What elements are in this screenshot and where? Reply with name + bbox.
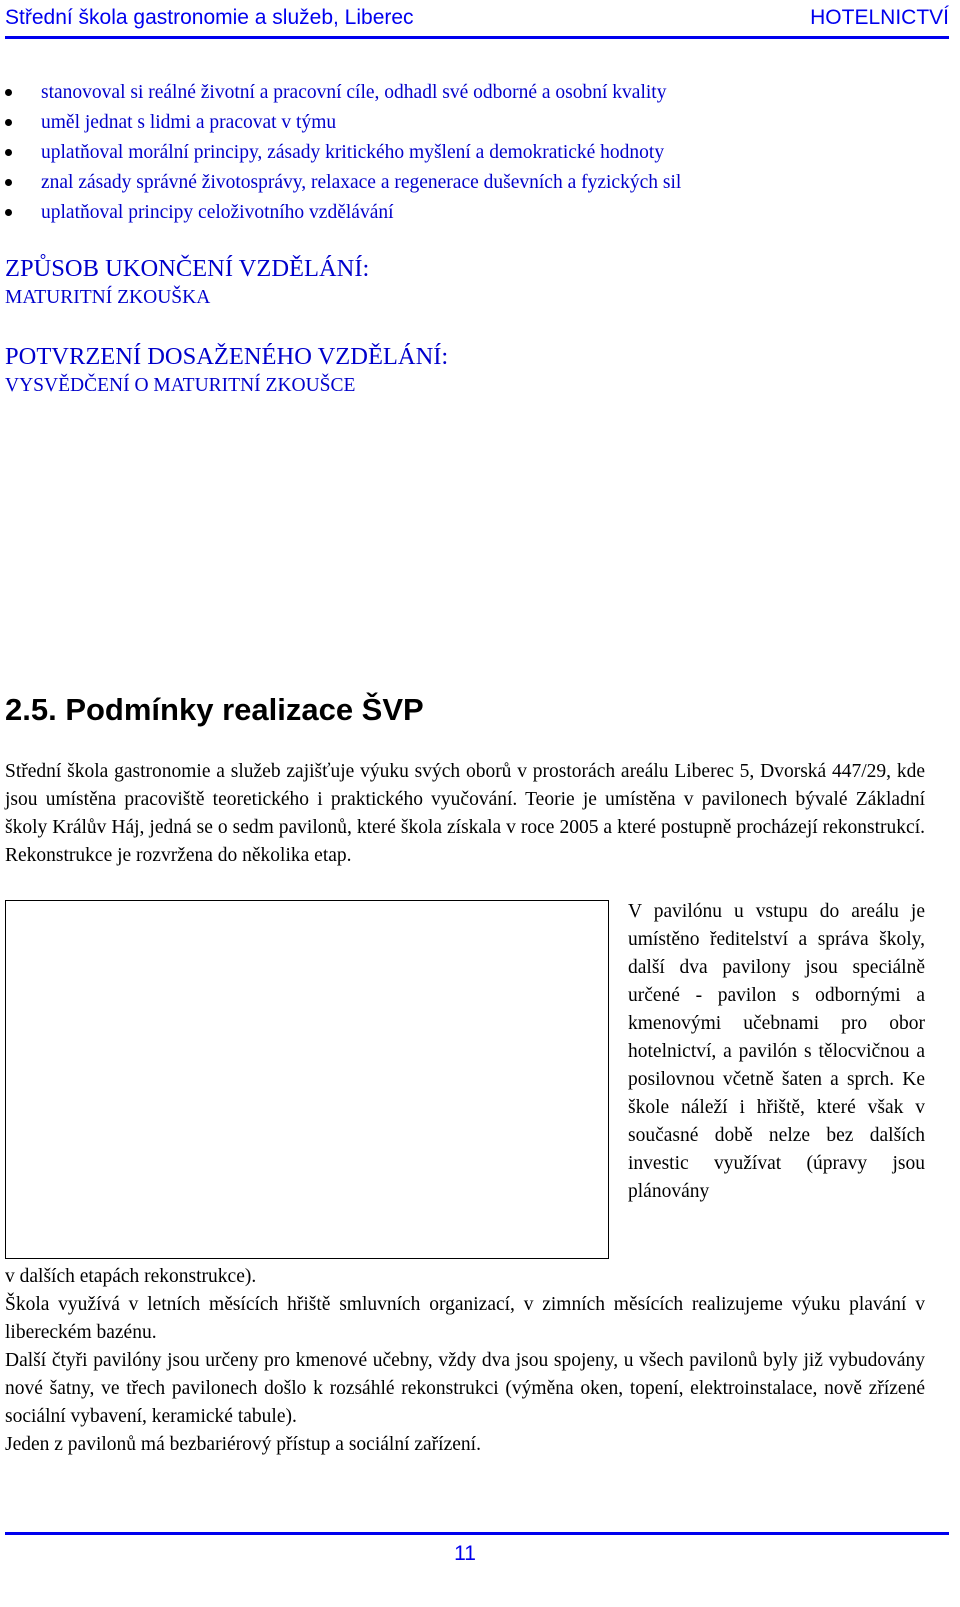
header-rule [5, 36, 949, 39]
certificate-value: VYSVĚDČENÍ O MATURITNÍ ZKOUŠCE [5, 375, 356, 396]
completion-heading: ZPŮSOB UKONČENÍ VZDĚLÁNÍ: [5, 255, 370, 282]
header-school-name: Střední škola gastronomie a služeb, Liberec [5, 6, 414, 29]
list-item [5, 108, 681, 138]
list-item-text: uměl jednat s lidmi a pracovat v týmu [41, 112, 337, 133]
list-item [5, 168, 681, 198]
bullet-icon [5, 209, 12, 216]
list-item-text: uplatňoval principy celoživotního vzdělávání [41, 202, 394, 223]
bullet-icon [5, 119, 12, 126]
image-placeholder [5, 900, 609, 1259]
footer-rule [5, 1532, 949, 1535]
sports-paragraph: Škola využívá v letních měsících hřiště smluvních organizací, v zimních měsících realizujeme výuku plavání v libereckém bazénu. [5, 1294, 925, 1343]
bullet-icon [5, 179, 12, 186]
list-item [5, 138, 681, 168]
classrooms-paragraph: Další čtyři pavilóny jsou určeny pro kmenové učebny, vždy dva jsou spojeny, u všech pavilonů byly již vybudovány nové šatny, ve třech pavilonech došlo k rozsáhlé rekonstrukci (výměna oken, topení, elektroinstalace, nově zřízené sociální vybavení, keramické tabule). [5, 1350, 925, 1427]
competence-list [5, 78, 681, 228]
barrier-free-paragraph: Jeden z pavilonů má bezbariérový přístup a sociální zařízení. [5, 1434, 481, 1455]
certificate-heading: POTVRZENÍ DOSAŽENÉHO VZDĚLÁNÍ: [5, 343, 449, 370]
pavilions-paragraph: V pavilónu u vstupu do areálu je umístěno ředitelství a správa školy, další dva pavilony jsou speciálně určené - pavilon s odbornými a kmenovými učebnami pro obor hotelnictví, a pavilón s tělocvičnou a posilovnou včetně šaten a sprch. Ke škole náleží i hřiště, které však v současné době nelze bez dalších investic využívat (úpravy jsou plánovány [628, 901, 925, 1202]
page-header [5, 4, 949, 38]
bullet-icon [5, 89, 12, 96]
completion-value: MATURITNÍ ZKOUŠKA [5, 287, 211, 308]
list-item-text: uplatňoval morální principy, zásady kritického myšlení a demokratické hodnoty [41, 142, 665, 163]
pavilions-paragraph-continued: v dalších etapách rekonstrukce). [5, 1266, 257, 1287]
intro-paragraph: Střední škola gastronomie a služeb zajišťuje výuku svých oborů v prostorách areálu Liberec 5, Dvorská 447/29, kde jsou umístěna pracoviště teoretického i praktického vyučování. Teorie je umístěna v pavilonech bývalé Základní školy Králův Háj, jedná se o sedm pavilonů, které škola získala v roce 2005 a které postupně procházejí rekonstrukcí. Rekonstrukce je rozvržena do několika etap. [5, 761, 925, 866]
header-program-name: HOTELNICTVÍ [810, 6, 949, 29]
list-item-text: znal zásady správné životosprávy, relaxace a regenerace duševních a fyzických sil [41, 172, 682, 193]
bullet-icon [5, 149, 12, 156]
chapter-title: 2.5. Podmínky realizace ŠVP [5, 692, 424, 727]
list-item-text: stanovoval si reálné životní a pracovní cíle, odhadl své odborné a osobní kvality [41, 82, 667, 103]
list-item [5, 78, 681, 108]
list-item [5, 198, 681, 228]
page-number: 11 [454, 1542, 476, 1565]
